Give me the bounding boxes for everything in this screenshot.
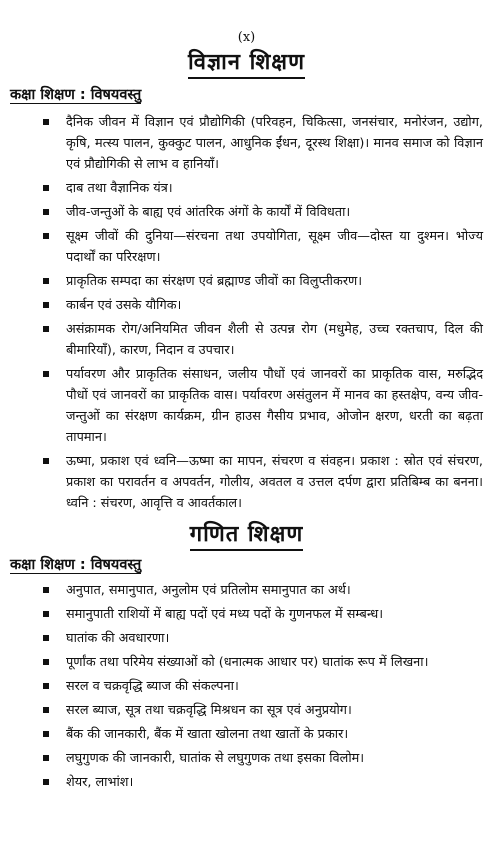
list-item-text: दैनिक जीवन में विज्ञान एवं प्रौद्योगिकी (परिवहन, चिकित्सा, जनसंचार, मनोरंजन, उद्योग, कृषि, मत्स्य पालन, कुक्कुट पालन, आधुनिक ईंधन, दूरस्थ शिक्षा)। मानव समाज को विज्ञान एवं प्रौद्योगिकी से लाभ व हानियाँ।: [66, 115, 483, 172]
list-item-text: पर्यावरण और प्राकृतिक संसाधन, जलीय पौधों एवं जानवरों का प्राकृतिक वास, मरुद्भिद पौधों एवं जानवरों का प्राकृतिक वास। पर्यावरण असंतुलन में मानव का हस्तक्षेप, वन्य जीव-जन्तुओं का संरक्षण कार्यक्रम, ग्रीन हाउस गैसीय प्रभाव, ओजोन क्षरण, धरती का बढ़ता तापमान।: [66, 367, 483, 445]
section-title-text: विज्ञान शिक्षण: [188, 49, 305, 79]
list-item-text: अनुपात, समानुपात, अनुलोम एवं प्रतिलोम समानुपात का अर्थ।: [66, 583, 351, 598]
list-item-text: शेयर, लाभांश।: [66, 775, 134, 790]
square-bullet-icon: [43, 458, 49, 464]
topic-list: [10, 112, 483, 514]
square-bullet-icon: [43, 611, 49, 617]
list-item-text: समानुपाती राशियों में बाह्य पदों एवं मध्य पदों के गुणनफल में सम्बन्ध।: [66, 607, 384, 622]
square-bullet-icon: [43, 119, 49, 125]
science-teaching-section: [10, 48, 483, 514]
square-bullet-icon: [43, 233, 49, 239]
topic-list: [10, 580, 483, 793]
list-item-text: ऊष्मा, प्रकाश एवं ध्वनि—ऊष्मा का मापन, संचरण व संवहन। प्रकाश : स्रोत एवं संचरण, प्रकाश का परावर्तन व अपवर्तन, गोलीय, अवतल व उत्तल दर्पण द्वारा प्रतिबिम्ब का बनना। ध्वनि : संचरण, आवृत्ति व आवर्तकाल।: [66, 454, 483, 511]
list-item-text: घातांक की अवधारणा।: [66, 631, 170, 646]
square-bullet-icon: [43, 683, 49, 689]
square-bullet-icon: [43, 755, 49, 761]
square-bullet-icon: [43, 779, 49, 785]
list-item: [10, 319, 483, 361]
list-item-text: लघुगुणक की जानकारी, घातांक से लघुगुणक तथा इसका विलोम।: [66, 751, 365, 766]
list-item: [10, 772, 483, 793]
list-item-text: पूर्णांक तथा परिमेय संख्याओं को (धनात्मक आधार पर) घातांक रूप में लिखना।: [66, 655, 429, 670]
list-item-text: जीव-जन्तुओं के बाह्य एवं आंतरिक अंगों के कार्यों में विविधता।: [66, 205, 351, 220]
list-item: [10, 226, 483, 268]
page-number: (x): [237, 30, 256, 45]
list-item-text: दाब तथा वैज्ञानिक यंत्र।: [66, 181, 173, 196]
list-item-text: प्राकृतिक सम्पदा का संरक्षण एवं ब्रह्माण्ड जीवों का विलुप्तीकरण।: [66, 274, 363, 289]
square-bullet-icon: [43, 185, 49, 191]
section-subheading: [10, 84, 483, 106]
square-bullet-icon: [43, 302, 49, 308]
list-item: [10, 676, 483, 697]
section-subheading-text: कक्षा शिक्षण : विषयवस्तु: [10, 87, 142, 103]
list-item: [10, 295, 483, 316]
list-item: [10, 652, 483, 673]
square-bullet-icon: [43, 731, 49, 737]
square-bullet-icon: [43, 326, 49, 332]
section-subheading-text: कक्षा शिक्षण : विषयवस्तु: [10, 557, 142, 573]
list-item: [10, 451, 483, 514]
section-subheading: [10, 554, 483, 576]
square-bullet-icon: [43, 707, 49, 713]
section-title: [10, 520, 483, 552]
list-item: [10, 178, 483, 199]
list-item-text: सरल ब्याज, सूत्र तथा चक्रवृद्धि मिश्रधन का सूत्र एवं अनुप्रयोग।: [66, 703, 352, 718]
list-item: [10, 364, 483, 448]
square-bullet-icon: [43, 209, 49, 215]
list-item: [10, 700, 483, 721]
list-item: [10, 271, 483, 292]
section-title-text: गणित शिक्षण: [190, 521, 304, 551]
list-item: [10, 112, 483, 175]
list-item-text: सूक्ष्म जीवों की दुनिया—संरचना तथा उपयोगिता, सूक्ष्म जीव—दोस्त या दुश्मन। भोज्य पदार्थों का परिरक्षण।: [66, 229, 483, 265]
square-bullet-icon: [43, 635, 49, 641]
list-item: [10, 202, 483, 223]
square-bullet-icon: [43, 659, 49, 665]
section-title: [10, 48, 483, 80]
list-item-text: सरल व चक्रवृद्धि ब्याज की संकल्पना।: [66, 679, 239, 694]
list-item: [10, 580, 483, 601]
square-bullet-icon: [43, 587, 49, 593]
list-item: [10, 628, 483, 649]
list-item: [10, 748, 483, 769]
list-item: [10, 604, 483, 625]
list-item: [10, 724, 483, 745]
square-bullet-icon: [43, 278, 49, 284]
list-item-text: असंक्रामक रोग/अनियमित जीवन शैली से उत्पन्न रोग (मधुमेह, उच्च रक्तचाप, दिल की बीमारियाँ), कारण, निदान व उपचार।: [66, 322, 483, 358]
square-bullet-icon: [43, 371, 49, 377]
mathematics-teaching-section: [10, 520, 483, 793]
list-item-text: बैंक की जानकारी, बैंक में खाता खोलना तथा खातों के प्रकार।: [66, 727, 349, 742]
list-item-text: कार्बन एवं उसके यौगिक।: [66, 298, 182, 313]
